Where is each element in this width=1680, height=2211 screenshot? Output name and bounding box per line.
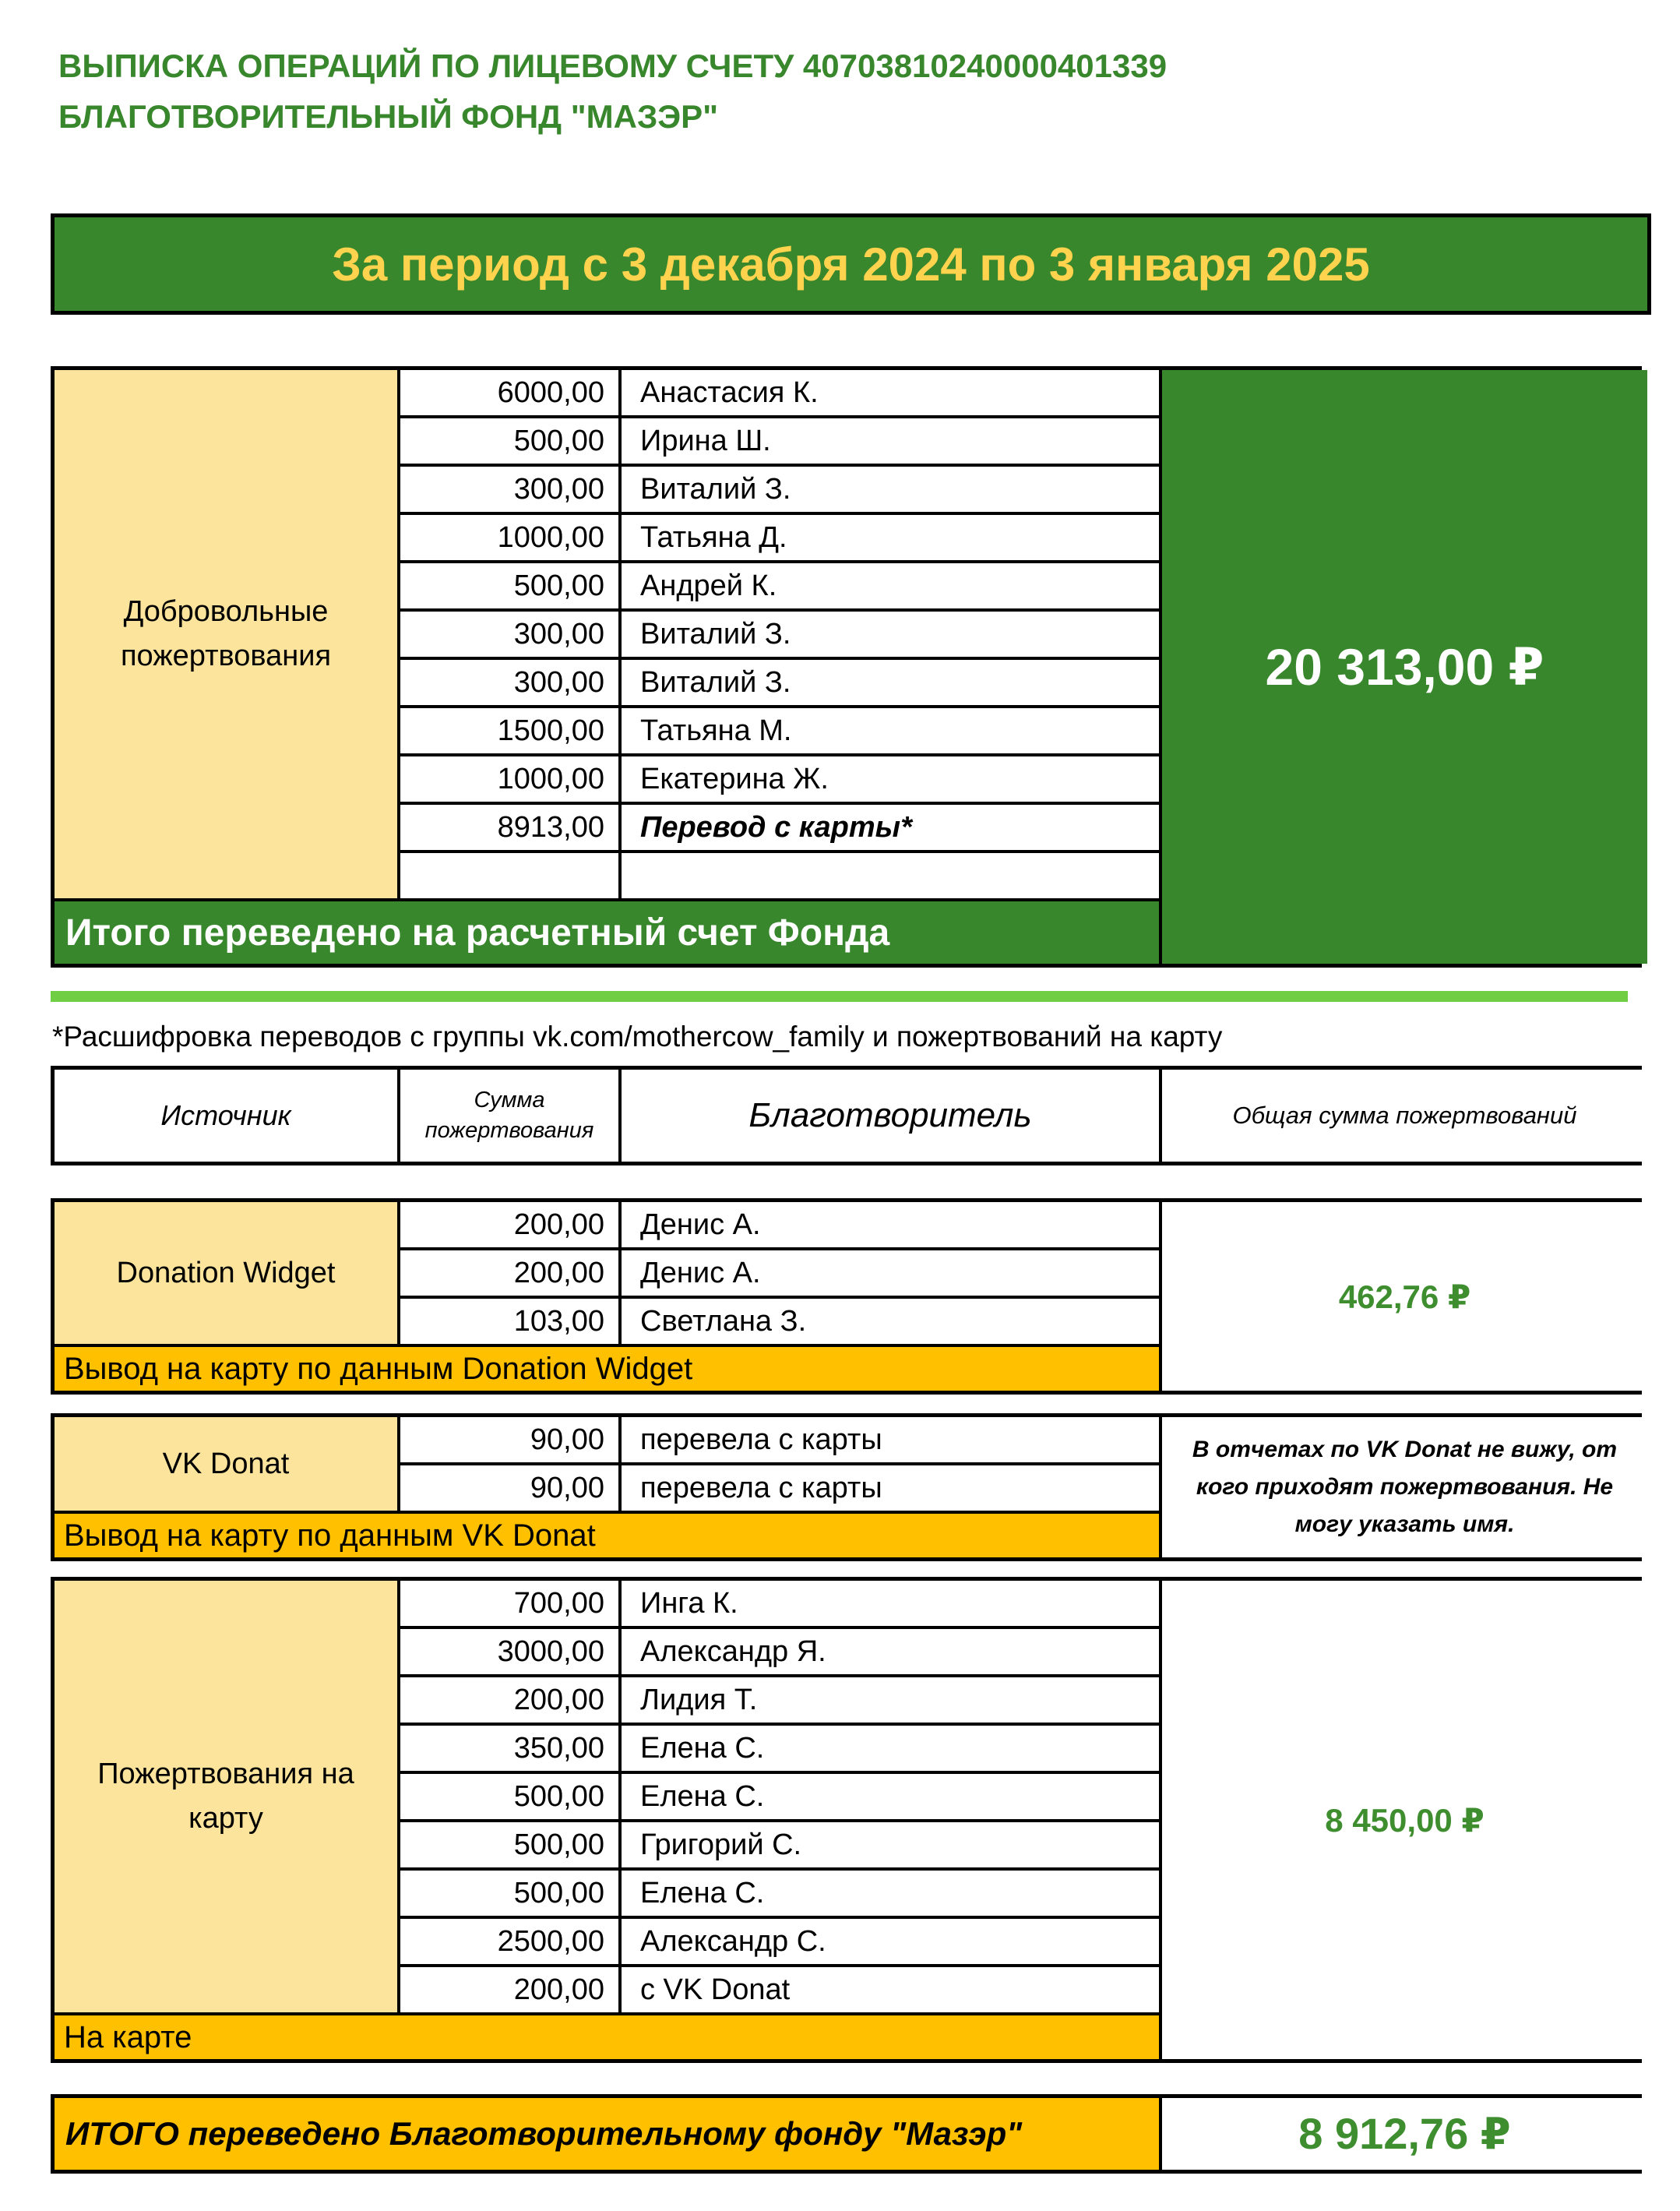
donation-amount: 350,00 (400, 1726, 618, 1771)
donation-amount: 90,00 (400, 1465, 618, 1511)
card-donations-total-cell (1162, 1581, 1647, 2059)
donor-name: Анастасия К. (622, 370, 1159, 415)
page-title-line2: БЛАГОТВОРИТЕЛЬНЫЙ ФОНД "МАЗЭР" (58, 98, 719, 136)
page-title (58, 41, 1643, 142)
donation-amount: 90,00 (400, 1417, 618, 1462)
donation-amount: 700,00 (400, 1581, 618, 1626)
header-total: Общая сумма пожертвований (1162, 1070, 1647, 1162)
donation-amount: 200,00 (400, 1677, 618, 1723)
donor-name: Елена С. (622, 1726, 1159, 1771)
card-donations-total-value: 8 450,00 ₽ (1325, 1801, 1485, 1839)
donor-name: Елена С. (622, 1774, 1159, 1819)
donor-name: Григорий С. (622, 1822, 1159, 1867)
donor-name: Светлана З. (622, 1299, 1159, 1344)
divider-bar (51, 991, 1628, 1002)
donation-amount: 103,00 (400, 1299, 618, 1344)
card-donations-footer-row: На карте (55, 2015, 1159, 2059)
donation-amount: 2500,00 (400, 1919, 618, 1964)
account-table (51, 366, 1642, 968)
vk-donat-note-cell (1162, 1417, 1647, 1557)
vk-donat-note-text: В отчетах по VK Donat не вижу, от кого приходят пожертвования. Не могу указать имя. (1192, 1437, 1618, 1538)
donation-amount: 200,00 (400, 1250, 618, 1296)
donation-widget-category-cell: Donation Widget (55, 1202, 397, 1344)
donation-amount: 300,00 (400, 467, 618, 512)
donor-name: Денис А. (622, 1250, 1159, 1296)
donation-amount: 1000,00 (400, 515, 618, 560)
vk-donat-footer-row: Вывод на карту по данным VK Donat (55, 1514, 1159, 1557)
grand-total-cell (1162, 2098, 1647, 2170)
donation-amount: 500,00 (400, 1871, 618, 1916)
columns-header-table (51, 1066, 1642, 1165)
donor-name: Александр С. (622, 1919, 1159, 1964)
vk-donat-table (51, 1413, 1642, 1561)
donation-widget-table (51, 1198, 1642, 1395)
donor-name: Александр Я. (622, 1629, 1159, 1674)
card-donations-table (51, 1577, 1642, 2063)
donation-amount: 300,00 (400, 612, 618, 657)
donation-amount: 200,00 (400, 1202, 618, 1247)
donor-name: Елена С. (622, 1871, 1159, 1916)
account-total-cell (1162, 370, 1647, 964)
donation-widget-total-cell (1162, 1202, 1647, 1391)
donor-name: Лидия Т. (622, 1677, 1159, 1723)
donor-name: Виталий З. (622, 612, 1159, 657)
donor-name: с VK Donat (622, 1967, 1159, 2012)
donor-name: Екатерина Ж. (622, 756, 1159, 802)
donor-name: Денис А. (622, 1202, 1159, 1247)
donation-widget-total-value: 462,76 ₽ (1338, 1278, 1471, 1315)
donor-name: Татьяна Д. (622, 515, 1159, 560)
donor-name: Андрей К. (622, 563, 1159, 608)
donation-amount: 500,00 (400, 563, 618, 608)
donation-widget-footer-row: Вывод на карту по данным Donation Widget (55, 1347, 1159, 1391)
grand-total-label: ИТОГО переведено Благотворительному фонду "Мазэр" (55, 2098, 1159, 2170)
donation-amount: 300,00 (400, 660, 618, 705)
period-banner (51, 213, 1651, 315)
empty-cell (400, 853, 618, 898)
donor-name: Ирина Ш. (622, 418, 1159, 464)
donor-name: Виталий З. (622, 467, 1159, 512)
donation-amount: 500,00 (400, 418, 618, 464)
card-donations-category-cell: Пожертвования на карту (55, 1581, 397, 2012)
header-amount: Сумма пожертвования (400, 1070, 618, 1162)
donor-name: Татьяна М. (622, 708, 1159, 753)
empty-cell (622, 853, 1159, 898)
donation-amount: 200,00 (400, 1967, 618, 2012)
donor-name: Перевод с карты* (622, 805, 1159, 850)
grand-total-value: 8 912,76 ₽ (1298, 2109, 1511, 2159)
header-donor: Благотворитель (622, 1070, 1159, 1162)
donor-name: Виталий З. (622, 660, 1159, 705)
donation-amount: 1500,00 (400, 708, 618, 753)
donation-amount: 3000,00 (400, 1629, 618, 1674)
donation-amount: 8913,00 (400, 805, 618, 850)
donor-name: перевела с карты (622, 1417, 1159, 1462)
account-total-value: 20 313,00 ₽ (1265, 637, 1544, 696)
grand-total-table (51, 2094, 1642, 2174)
footnote: *Расшифровка переводов с группы vk.com/mothercow_family и пожертвований на карту (52, 1021, 1223, 1053)
page-title-line1: ВЫПИСКА ОПЕРАЦИЙ ПО ЛИЦЕВОМУ СЧЕТУ 40703810240000401339 (58, 48, 1168, 84)
vk-donat-category-cell: VK Donat (55, 1417, 397, 1511)
donation-amount: 500,00 (400, 1774, 618, 1819)
donation-amount: 1000,00 (400, 756, 618, 802)
header-source: Источник (55, 1070, 397, 1162)
account-category-cell: Добровольные пожертвования (55, 370, 397, 898)
period-banner-text: За период с 3 декабря 2024 по 3 января 2025 (332, 238, 1370, 291)
donation-amount: 500,00 (400, 1822, 618, 1867)
donor-name: Инга К. (622, 1581, 1159, 1626)
donor-name: перевела с карты (622, 1465, 1159, 1511)
account-footer-row: Итого переведено на расчетный счет Фонда (55, 901, 1159, 964)
donation-amount: 6000,00 (400, 370, 618, 415)
